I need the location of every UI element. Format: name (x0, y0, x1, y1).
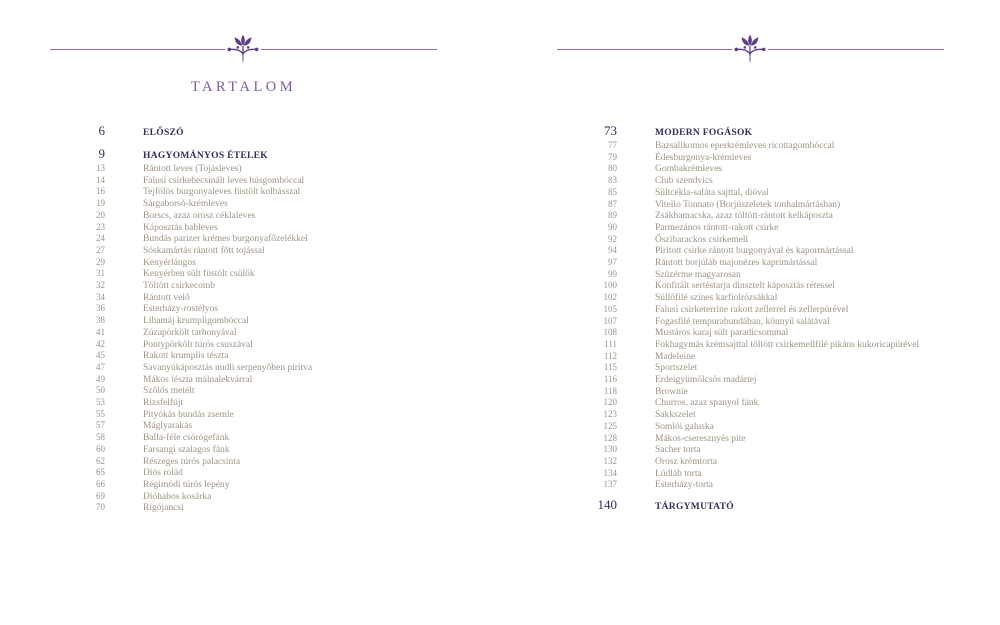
toc-entry (60, 502, 445, 514)
entry-label: Őszibarackos csirkemell (655, 234, 749, 245)
entry-page-number: 34 (96, 291, 105, 302)
entry-page-number: 49 (96, 373, 105, 384)
entry-page-number: 79 (608, 151, 617, 162)
entry-page-number: 100 (603, 280, 617, 291)
toc-entry (60, 175, 445, 187)
toc-entry (572, 479, 992, 491)
entry-label: Rakott krumplis tészta (143, 351, 229, 362)
toc-entry (60, 491, 445, 503)
toc-section (572, 124, 992, 491)
toc-section-header (60, 147, 445, 163)
entry-page-number: 41 (96, 326, 105, 337)
entry-page-number: 57 (96, 420, 105, 431)
section-page-number: 140 (597, 497, 617, 513)
entry-page-number: 69 (96, 490, 105, 501)
toc-entry (572, 409, 992, 421)
toc-entry (572, 456, 992, 468)
toc-section-header (572, 498, 992, 514)
entry-label: Somlói galuska (655, 421, 714, 432)
toc-entry (60, 257, 445, 269)
entry-page-number: 134 (603, 467, 617, 478)
entry-page-number: 132 (603, 455, 617, 466)
section-page-number: 6 (98, 123, 105, 138)
entry-page-number: 20 (96, 209, 105, 220)
entry-page-number: 87 (608, 198, 617, 209)
toc-entry (60, 467, 445, 479)
entry-page-number: 90 (608, 221, 617, 232)
toc-section-header (572, 124, 992, 140)
entry-label: Mákos tészta málnalekvárral (143, 374, 253, 385)
entry-label: Falusi csirkebecsinált leves húsgombóccal (143, 175, 305, 186)
toc-entry (60, 327, 445, 339)
toc-entry (572, 187, 992, 199)
entry-label: Régimódi túrós lepény (143, 479, 230, 490)
entry-page-number: 55 (96, 408, 105, 419)
toc-entry (60, 292, 445, 304)
entry-page-number: 53 (96, 397, 105, 408)
entry-page-number: 83 (608, 175, 617, 186)
entry-label: Libamáj krumpligombóccal (143, 316, 249, 327)
entry-label: Lúdláb torta (655, 468, 702, 479)
entry-label: Szőlős metélt (143, 386, 195, 397)
entry-page-number: 77 (608, 140, 617, 150)
entry-label: Farsangi szalagos fánk (143, 444, 230, 455)
entry-label: Rigójancsi (143, 503, 184, 514)
right-page (500, 0, 1000, 625)
toc-entry (572, 210, 992, 222)
entry-label: Sültcékla-saláta sajttal, dióval (655, 187, 769, 198)
entry-page-number: 42 (96, 338, 105, 349)
entry-label: Konfitált sertéstarja dinsztelt káposztás rétessel (655, 281, 835, 292)
entry-label: Madeleine (655, 351, 696, 362)
entry-label: Töltött csirkecomb (143, 281, 216, 292)
toc-entry (60, 420, 445, 432)
entry-label: Gombakrémleves (655, 164, 723, 175)
entry-page-number: 45 (96, 350, 105, 361)
entry-label: Máglyarakás (143, 421, 193, 432)
entry-page-number: 92 (608, 233, 617, 244)
entry-page-number: 70 (96, 502, 105, 513)
entry-label: Brownie (655, 386, 688, 397)
toc-entry (572, 175, 992, 187)
toc-entry (572, 292, 992, 304)
toc-entry (572, 433, 992, 445)
entry-label: Bazsalikomos eperkrémleves ricottagombóccal (655, 141, 835, 151)
entry-page-number: 107 (603, 315, 617, 326)
toc-list-left (60, 124, 445, 521)
entry-page-number: 85 (608, 186, 617, 197)
toc-entry (60, 222, 445, 234)
toc-entry (60, 409, 445, 421)
entry-page-number: 62 (96, 455, 105, 466)
entry-label: Részeges túrós palacsinta (143, 456, 241, 467)
entry-page-number: 120 (603, 397, 617, 408)
toc-entry (572, 269, 992, 281)
toc-entry (60, 245, 445, 257)
entry-label: Zúzapörkölt tarhonyával (143, 327, 237, 338)
entry-page-number: 36 (96, 303, 105, 314)
section-title: MODERN FOGÁSOK (655, 128, 753, 138)
entry-label: Rántott velő (143, 292, 190, 303)
section-title: ELŐSZÓ (143, 128, 184, 138)
toc-entry (572, 316, 992, 328)
entry-page-number: 125 (603, 420, 617, 431)
entry-label: Orosz krémtorta (655, 456, 717, 467)
entry-label: Pontypörkölt túrós csuszával (143, 339, 253, 350)
entry-label: Pityókás bundás zsemle (143, 409, 234, 420)
entry-page-number: 13 (96, 163, 105, 173)
toc-entry (572, 163, 992, 175)
entry-label: Diós rolád (143, 468, 183, 479)
entry-page-number: 80 (608, 163, 617, 174)
entry-label: Kenyérlángos (143, 257, 196, 268)
section-page-number: 73 (604, 123, 617, 138)
entry-page-number: 116 (603, 374, 617, 385)
toc-entry (60, 397, 445, 409)
entry-page-number: 130 (603, 444, 617, 455)
entry-page-number: 105 (603, 303, 617, 314)
toc-entry (60, 280, 445, 292)
toc-title: TARTALOM (190, 79, 297, 95)
fleur-ornament-icon (730, 34, 770, 64)
entry-label: Sárgaborsó-krémleves (143, 199, 228, 210)
toc-entry (60, 444, 445, 456)
toc-entry (60, 362, 445, 374)
entry-label: Mustáros karaj sült paradicsommal (655, 328, 789, 339)
entry-page-number: 137 (603, 479, 617, 490)
entry-label: Káposztás bableves (143, 222, 218, 233)
toc-entry (572, 222, 992, 234)
toc-entry (572, 152, 992, 164)
entry-label: Churros, azaz spanyol fánk (655, 398, 759, 409)
entry-page-number: 65 (96, 467, 105, 478)
entry-label: Bundás parizer krémes burgonyafőzelékkel (143, 234, 308, 245)
entry-page-number: 27 (96, 244, 105, 255)
entry-page-number: 38 (96, 315, 105, 326)
entry-page-number: 60 (96, 443, 105, 454)
entry-label: Club szendvics (655, 176, 713, 187)
entry-page-number: 97 (608, 257, 617, 268)
entry-label: Rizsfelfújt (143, 398, 184, 409)
entry-page-number: 58 (96, 432, 105, 443)
toc-entry (60, 374, 445, 386)
entry-page-number: 94 (608, 245, 617, 256)
toc-entry (572, 257, 992, 269)
entry-page-number: 111 (604, 338, 617, 349)
entry-label: Vitello Tonnato (Borjúszeletek tonhalmártásban) (655, 199, 841, 210)
entry-page-number: 66 (96, 478, 105, 489)
toc-entry (60, 479, 445, 491)
entry-label: Kenyérben sült füstölt csülök (143, 269, 255, 280)
section-page-number: 9 (98, 146, 105, 161)
toc-entry (572, 468, 992, 480)
entry-label: Zsákbamacska, azaz töltött-rántott kelkáposzta (655, 211, 833, 222)
entry-page-number: 16 (96, 186, 105, 197)
entry-label: Édesburgonya-krémleves (655, 152, 752, 163)
entry-page-number: 118 (603, 385, 617, 396)
entry-page-number: 108 (603, 327, 617, 338)
toc-section (572, 498, 992, 514)
toc-entry (572, 280, 992, 292)
entry-page-number: 23 (96, 221, 105, 232)
entry-label: Sakkszelet (655, 410, 696, 421)
entry-label: Rántott leves (Tojásleves) (143, 164, 242, 174)
toc-entry (60, 339, 445, 351)
toc-entry (60, 233, 445, 245)
toc-entry (572, 140, 992, 152)
entry-page-number: 29 (96, 256, 105, 267)
entry-page-number: 47 (96, 361, 105, 372)
toc-section (60, 147, 445, 514)
entry-label: Savanyúkáposztás nudli serpenyőben pirítva (143, 362, 313, 373)
entry-label: Mákos-cseresznyés pite (655, 433, 746, 444)
entry-label: Esterházy-rostélyos (143, 304, 218, 315)
entry-page-number: 115 (603, 362, 617, 373)
entry-page-number: 89 (608, 210, 617, 221)
toc-entry (572, 245, 992, 257)
entry-label: Fogasfilé tempurabundában, könnyű salátával (655, 316, 830, 327)
toc-entry (60, 186, 445, 198)
toc-entry (60, 315, 445, 327)
toc-entry (60, 268, 445, 280)
entry-label: Borscs, azaz orosz céklaleves (143, 210, 256, 221)
toc-entry (60, 456, 445, 468)
entry-label: Fokhagymás krémsajttal töltött csirkemellfilé pikáns kukoricapürével (655, 339, 920, 350)
toc-entry (572, 397, 992, 409)
toc-list-right (572, 124, 992, 521)
entry-label: Parmezános rántott-rakott csirke (655, 222, 779, 233)
entry-page-number: 14 (96, 174, 105, 185)
entry-page-number: 32 (96, 280, 105, 291)
entry-page-number: 31 (96, 268, 105, 279)
toc-entry (60, 432, 445, 444)
entry-page-number: 123 (603, 409, 617, 420)
entry-label: Sóskamártás rántott főtt tojással (143, 245, 265, 256)
toc-entry (572, 421, 992, 433)
toc-entry (60, 385, 445, 397)
entry-label: Balla-féle csörögefánk (143, 433, 230, 444)
entry-page-number: 99 (608, 268, 617, 279)
toc-entry (572, 374, 992, 386)
toc-entry (572, 234, 992, 246)
entry-label: Erdeigyümölcsös madártej (655, 375, 757, 386)
section-title: TÁRGYMUTATÓ (655, 502, 734, 513)
toc-entry (572, 351, 992, 363)
entry-page-number: 112 (603, 350, 617, 361)
entry-label: Süllőfilé színes karfiolrózsákkal (655, 293, 778, 304)
toc-entry (60, 210, 445, 222)
toc-entry (572, 339, 992, 351)
entry-label: Sportszelet (655, 363, 698, 374)
entry-label: Rántott borjúláb majonézes kaprimártással (655, 258, 818, 269)
entry-label: Dióhabos kosárka (143, 491, 212, 502)
entry-label: Sacher torta (655, 445, 701, 456)
toc-section (60, 124, 445, 140)
toc-entry (60, 350, 445, 362)
toc-section-header (60, 124, 445, 140)
section-title: HAGYOMÁNYOS ÉTELEK (143, 151, 268, 161)
entry-page-number: 128 (603, 432, 617, 443)
entry-label: Tejfölös burgonyaleves füstölt kolbásszal (143, 187, 301, 198)
toc-entry (60, 198, 445, 210)
entry-label: Esterházy-torta (655, 480, 714, 491)
toc-entry (572, 199, 992, 211)
toc-entry (60, 303, 445, 315)
fleur-ornament-icon (223, 34, 263, 64)
entry-page-number: 102 (603, 292, 617, 303)
toc-entry (572, 386, 992, 398)
entry-page-number: 19 (96, 198, 105, 209)
entry-label: Pirított csirke rántott burgonyával és kapormártással (655, 246, 854, 257)
toc-entry (572, 327, 992, 339)
entry-label: Falusi csirketerrine rakott zellerrel és zellerpürével (655, 304, 849, 315)
entry-label: Szűzérme magyarosan (655, 269, 741, 280)
toc-entry (572, 304, 992, 316)
toc-entry (572, 362, 992, 374)
toc-entry (572, 444, 992, 456)
entry-page-number: 24 (96, 233, 105, 244)
toc-entry (60, 163, 445, 175)
entry-page-number: 50 (96, 385, 105, 396)
